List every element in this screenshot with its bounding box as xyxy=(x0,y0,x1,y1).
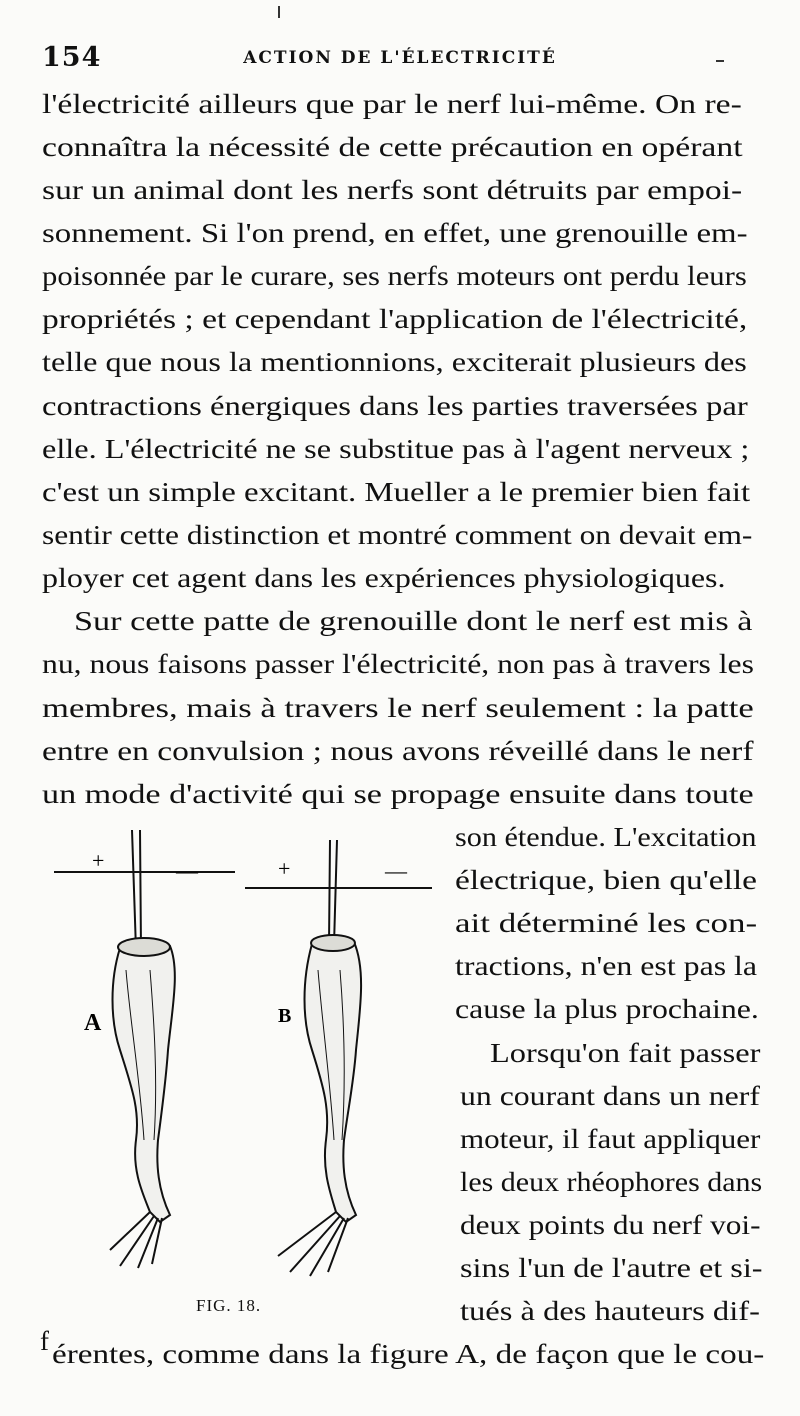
text-line: son étendue. L'excitation xyxy=(455,822,757,852)
running-title: ACTION DE L'ÉLECTRICITÉ xyxy=(243,48,557,68)
text-line: cause la plus prochaine. xyxy=(455,994,759,1024)
text-line: Lorsqu'on fait passer xyxy=(490,1038,761,1068)
text-line: ait déterminé les con- xyxy=(455,908,758,938)
text-line: tués à des hauteurs dif- xyxy=(460,1296,760,1326)
text-line: sins l'un de l'autre et si- xyxy=(460,1253,763,1283)
text-line: contractions énergiques dans les parties traversées par xyxy=(42,391,748,421)
nerve-b xyxy=(329,840,337,945)
stray-mark: f xyxy=(40,1326,49,1356)
frog-leg-b xyxy=(278,935,361,1276)
text-line: moteur, il faut appliquer xyxy=(460,1124,761,1154)
text-line: connaîtra la nécessité de cette précaution en opérant xyxy=(42,132,743,162)
text-line: ployer cet agent dans les expériences physiologiques. xyxy=(42,563,726,593)
minus-sign-a: — xyxy=(176,858,198,883)
minus-sign-b: — xyxy=(385,858,407,883)
text-line: membres, mais à travers le nerf seulement : la patte xyxy=(42,693,754,723)
text-line: nu, nous faisons passer l'électricité, non pas à travers les xyxy=(42,649,754,679)
text-line: c'est un simple excitant. Mueller a le premier bien fait xyxy=(42,477,751,507)
text-line: un mode d'activité qui se propage ensuite dans toute xyxy=(42,779,754,809)
frog-legs-figure xyxy=(40,820,450,1310)
text-line: telle que nous la mentionnions, exciterait plusieurs des xyxy=(42,347,747,377)
text-line: les deux rhéophores dans xyxy=(460,1167,763,1197)
text-line: électrique, bien qu'elle xyxy=(455,865,758,895)
text-line: érentes, comme dans la figure A, de façon que le cou- xyxy=(52,1339,765,1369)
ink-speck xyxy=(278,6,280,18)
text-line: entre en convulsion ; nous avons réveillé dans le nerf xyxy=(42,736,754,766)
text-line: sur un animal dont les nerfs sont détruits par empoi- xyxy=(42,175,743,205)
text-line: un courant dans un nerf xyxy=(460,1081,760,1111)
label-a: A xyxy=(84,1010,102,1036)
text-line: poisonnée par le curare, ses nerfs moteurs ont perdu leurs xyxy=(42,261,747,291)
text-line: elle. L'électricité ne se substitue pas à l'agent nerveux ; xyxy=(42,434,750,464)
plus-sign-a: + xyxy=(92,848,105,873)
text-line: propriétés ; et cependant l'application de l'électricité, xyxy=(42,304,748,334)
text-line: l'électricité ailleurs que par le nerf lui-même. On re- xyxy=(42,89,742,119)
header-dash xyxy=(716,60,724,62)
text-line: tractions, n'en est pas la xyxy=(455,951,758,981)
nerve-a xyxy=(132,830,141,950)
label-b: B xyxy=(278,1005,292,1027)
frog-leg-a xyxy=(110,938,175,1268)
text-line: sentir cette distinction et montré comment on devait em- xyxy=(42,520,753,550)
page-number: 154 xyxy=(42,42,102,73)
figure-caption: FIG. 18. xyxy=(196,1296,262,1315)
text-line: Sur cette patte de grenouille dont le nerf est mis à xyxy=(74,606,753,636)
text-line: sonnement. Si l'on prend, en effet, une grenouille em- xyxy=(42,218,748,248)
text-line: deux points du nerf voi- xyxy=(460,1210,761,1240)
plus-sign-b: + xyxy=(278,856,291,881)
